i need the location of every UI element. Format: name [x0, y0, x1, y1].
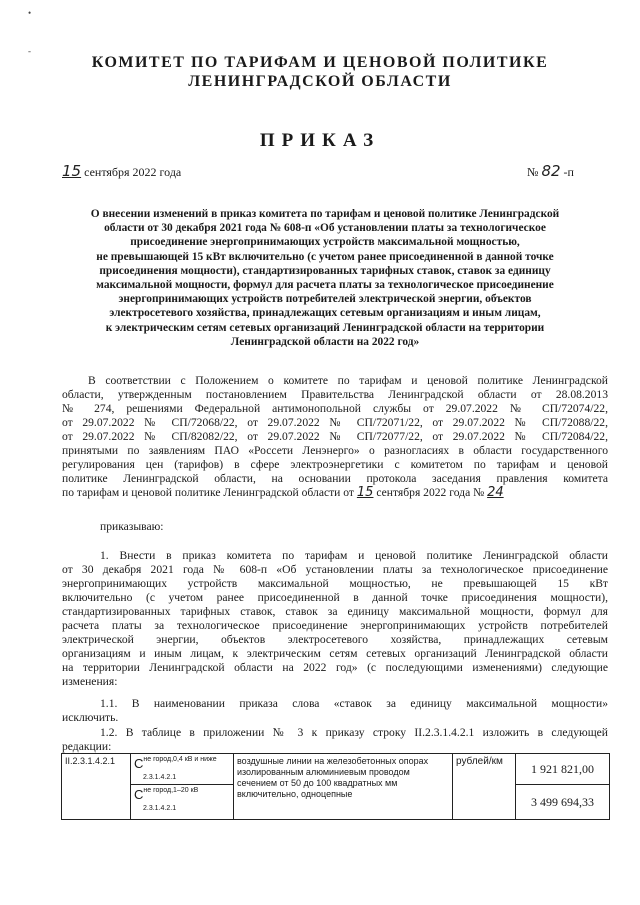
preamble-line: № 274, решениями Федеральной антимонопольной службы от 29.07.2022 № СП/72074/22,: [62, 402, 608, 415]
order-word: приказываю:: [100, 520, 164, 533]
org-name-line1: КОМИТЕТ ПО ТАРИФАМ И ЦЕНОВОЙ ПОЛИТИКЕ: [91, 54, 549, 71]
subject-line: присоединения мощности), стандартизированных тарифных ставок, ставок за единицу: [99, 264, 551, 277]
subject-line: О внесении изменений в приказ комитета по тарифам и ценовой политике Ленинградской: [90, 208, 560, 220]
handwritten-number: 24: [487, 485, 504, 500]
table-row: [62, 754, 610, 785]
preamble-text: по тарифам и ценовой политике Ленинградской области от: [62, 486, 354, 499]
unit-cell: рублей/км: [453, 754, 516, 820]
number-suffix: -п: [563, 165, 574, 179]
item-1-line: расчета платы за технологическое присоединение энергопринимающих устройств потребителей: [62, 619, 608, 632]
handwritten-number: 82: [541, 162, 561, 180]
rate-symbol: С: [134, 756, 144, 771]
item-1-line: электрической энергии, объектов электросетевого хозяйства, принадлежащих сетевым: [62, 633, 608, 646]
item-1-2-line: редакции:: [62, 740, 112, 753]
preamble-line: принятыми по заявлениям ПАО «Россети Ленэнерго» о разногласиях в области государственного: [62, 444, 608, 457]
rate-symbol: С: [134, 787, 144, 802]
margin-mark: -: [28, 46, 31, 56]
rate-subscript: 2.3.1.4.2.1: [143, 805, 177, 812]
subject-line: максимальной мощности, формул для расчета платы за технологическое присоединение: [96, 279, 554, 292]
value-cell: 1 921 821,00: [516, 754, 610, 785]
subject-line: присоединение энергопринимающих устройств максимальной мощностью,: [130, 236, 520, 249]
date-line: [62, 162, 181, 180]
preamble-text: сентября 2022 года №: [376, 486, 485, 499]
item-1-line: стандартизированных тарифных ставок, ставок за единицу максимальной мощности, формул для: [62, 605, 608, 618]
item-1-line: энергопринимающих устройств максимальной мощностью, не превышающей 15 кВт: [62, 577, 608, 590]
subject-line: Ленинградской области на 2022 год»: [230, 335, 420, 348]
item-1-line: от 30 декабря 2021 года № 608-п «Об установлении платы за технологическое присоединение: [62, 563, 608, 576]
handwritten-day: 15: [62, 162, 82, 180]
date-text: сентября 2022 года: [84, 165, 182, 179]
subject-block: [70, 207, 580, 349]
row-code: II.2.3.1.4.2.1: [62, 754, 131, 820]
org-name-line2: ЛЕНИНГРАДСКОЙ ОБЛАСТИ: [188, 73, 452, 90]
item-1-line: организациям и иным лицам, к электрическим сетям сетевых организаций Ленинградской области: [62, 647, 608, 660]
tariff-table: [61, 753, 610, 820]
rate-superscript: не город,0,4 кВ и ниже: [143, 756, 217, 763]
value-cell: 3 499 694,33: [516, 785, 610, 820]
preamble-line: области, утвержденным постановлением Правительства Ленинградской области от 28.08.2013: [62, 388, 608, 401]
preamble-line-last: [62, 486, 608, 500]
subject-line: к электрическим сетям сетевых организаций Ленинградской области на территории: [105, 321, 545, 334]
subject-line: электросетевого хозяйства, принадлежащих сетевым организациям и иным лицам,: [109, 307, 541, 320]
item-1-2-line: 1.2. В таблице в приложении № 3 к приказу строку II.2.3.1.4.2.1 изложить в следующей: [100, 726, 608, 739]
preamble-line: В соответствии с Положением о комитете по тарифам и ценовой политике Ленинградской: [88, 374, 608, 387]
item-1-1-line: исключить.: [62, 711, 119, 724]
subject-line: области от 30 декабря 2021 года № 608-п «Об установлении платы за технологическое: [104, 222, 546, 235]
item-1-line: включительно (с учетом ранее присоединенной в данной точке присоединения мощности),: [62, 591, 608, 604]
preamble-line: регулирования цен (тарифов) в сфере электроэнергетики с комитетом по тарифам и ценовой: [62, 458, 608, 471]
rate-subscript: 2.3.1.4.2.1: [143, 774, 177, 781]
document-title: ПРИКАЗ: [259, 130, 381, 151]
rate-symbol-cell: [131, 785, 234, 820]
preamble-line: от 29.07.2022 № СП/72068/22, от 29.07.2022 № СП/72071/22, от 29.07.2022 № СП/72088/22,: [62, 416, 608, 429]
item-1-1-line: 1.1. В наименовании приказа слова «ставок за единицу максимальной мощности»: [100, 697, 608, 710]
subject-line: энергопринимающих устройств потребителей электрической энергии, объектов: [118, 293, 532, 306]
rate-symbol-cell: [131, 754, 234, 785]
rate-superscript: не город,1–20 кВ: [143, 787, 199, 794]
number-sign: №: [527, 165, 539, 179]
item-1-line: изменения:: [62, 675, 118, 688]
description-cell: воздушные линии на железобетонных опорах изолированным алюминиевым проводом сечением от 50 до 100 квадратных мм включительно, одноцепные: [234, 754, 453, 820]
order-number: [527, 162, 574, 180]
item-1-line: 1. Внести в приказ комитета по тарифам и ценовой политике Ленинградской области: [100, 549, 608, 562]
margin-mark: •: [28, 8, 32, 18]
handwritten-day: 15: [356, 485, 374, 500]
preamble-line: политике Ленинградской области, на основании протокола заседания правления комитета: [62, 472, 608, 485]
item-1-line: на территории Ленинградской области на 2022 год» (с последующими изменениями) следующие: [62, 661, 608, 674]
preamble-line: от 29.07.2022 № СП/82082/22, от 29.07.2022 № СП/72077/22, от 29.07.2022 № СП/72084/22,: [62, 430, 608, 443]
subject-line: не превышающей 15 кВт включительно (с учетом ранее присоединенной в данной точке: [96, 250, 554, 263]
